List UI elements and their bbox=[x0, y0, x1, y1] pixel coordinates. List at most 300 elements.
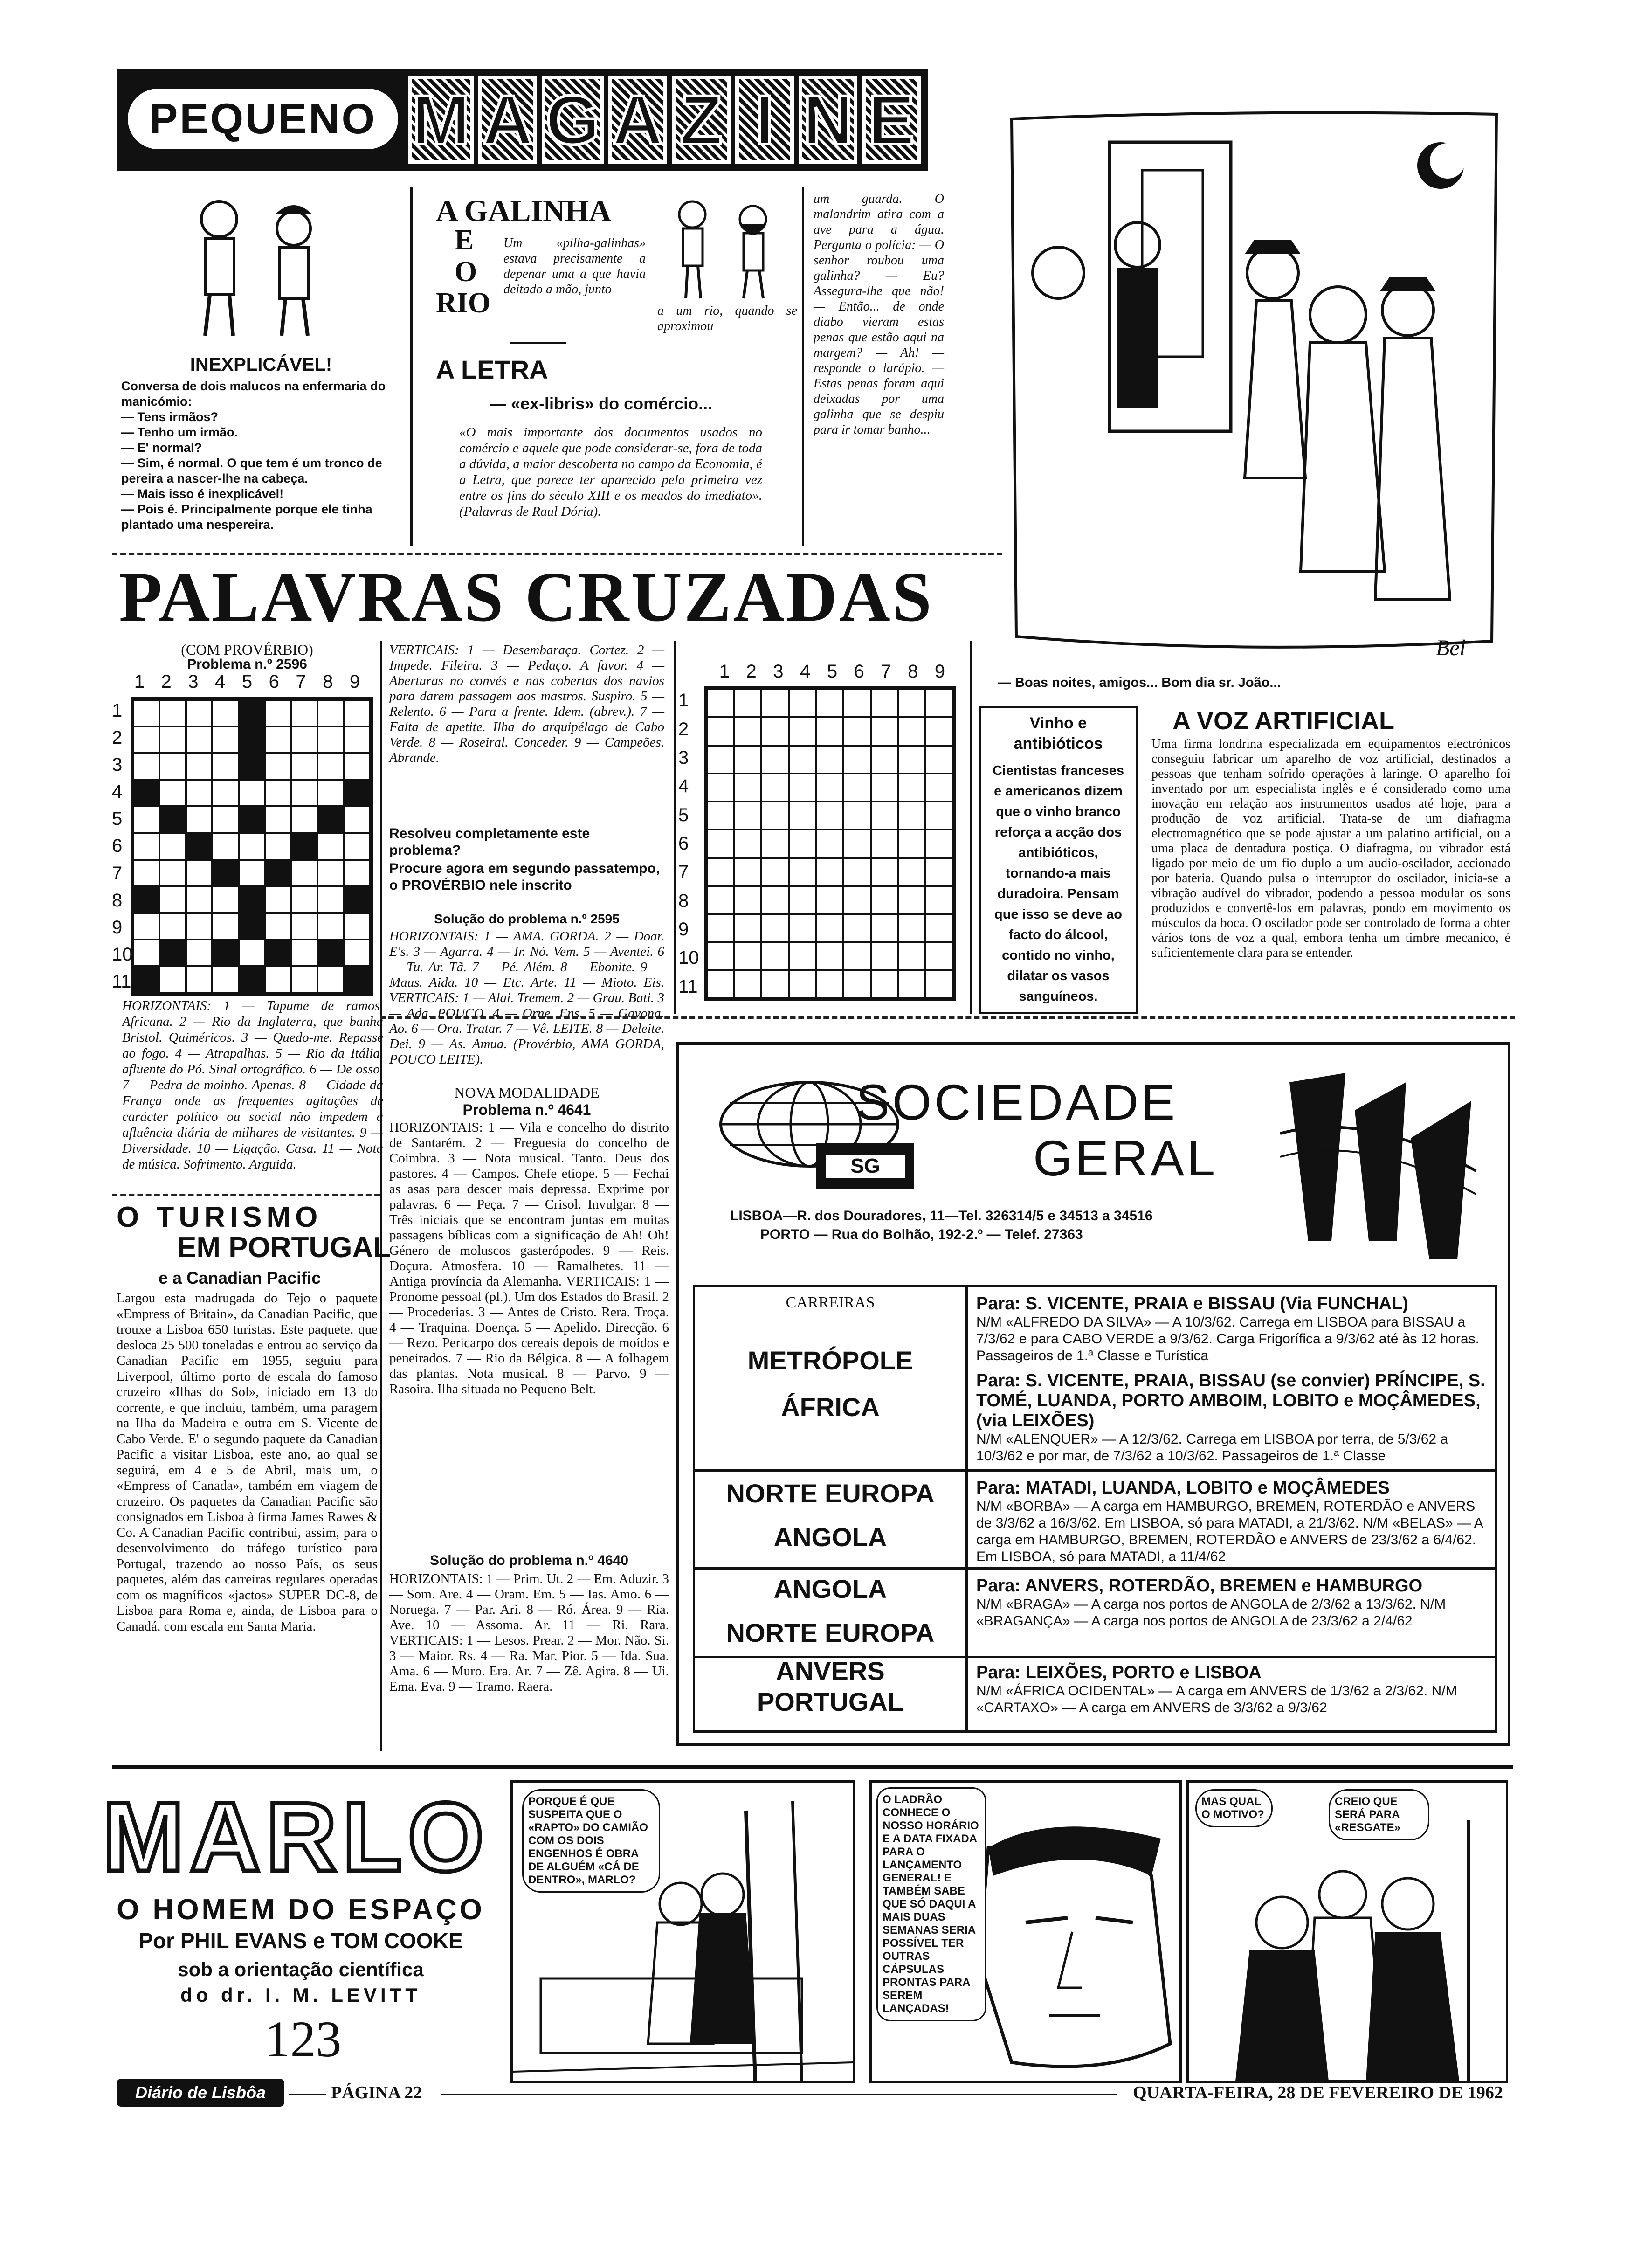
col-number: 6 bbox=[269, 671, 279, 692]
crossword-cell bbox=[239, 860, 265, 886]
crossword-problem2-text: HORIZONTAIS: 1 — Vila e concelho do distrito de Santarém. 2 — Freguesia do concelho de Coimbra. 3 — Nota musical. Tanto. Deus dos pastores. 4 — Campos. Chefe etíope. 5 — Fechai as asas para descer mais depressa. Exprime por palavras. 6 — Peça. 7 — Crisol. Invulgar. 8 — Três iniciais que se encontram juntas em muitas passagens bíblicas com a significação de Ah! Oh! Género de moluscos gasterópodes. 9 — Reis. Doçura. Atmosfera. 10 — Ramalhetes. 11 — Antiga província da Alemanha. VERTICAIS: 1 — Pronome pessoal (pl.). Um dos Estados do Brasil. 2 — Procederias. 3 — Antes de Cristo. Rera. Troça. 4 — Traquina. Doença. 5 — Apelido. Direcção. 6 — Rezo. Pericarpo dos cereais depois de moídos e peneirados. 7 — Rio da Bélgica. 8 — A folhagem das plantas. Nota musical. 8 — Parvo. 9 — Rasoira. Ilha situada no Pequeno Belt. bbox=[389, 1120, 669, 1397]
cartoon-panel bbox=[1002, 105, 1506, 674]
row-number: 8 bbox=[112, 890, 123, 911]
crossword-cell bbox=[186, 940, 212, 966]
marlo-title-box bbox=[100, 1782, 492, 1892]
col-number: 2 bbox=[746, 661, 757, 682]
crossword-cell bbox=[898, 886, 926, 914]
crossword-cell bbox=[816, 717, 844, 745]
crossword-cell bbox=[871, 746, 898, 774]
row-number: 1 bbox=[678, 690, 689, 711]
crossword-cell bbox=[761, 802, 789, 830]
column-rule bbox=[802, 187, 804, 546]
crossword-cell bbox=[317, 700, 344, 726]
route-destination: Para: MATADI, LUANDA, LOBITO e MOÇÂMEDES bbox=[976, 1478, 1390, 1498]
crossword-cell bbox=[212, 700, 238, 726]
crossword-cell bbox=[707, 746, 734, 774]
row-number: 11 bbox=[678, 976, 698, 997]
crossword-black-cell bbox=[159, 940, 186, 966]
col-number: 8 bbox=[908, 661, 918, 682]
inexplicavel-line: — Mais isso é inexplicável! bbox=[121, 487, 284, 501]
crossword-cell bbox=[816, 746, 844, 774]
crossword-black-cell bbox=[317, 806, 344, 833]
crossword-cell bbox=[761, 914, 789, 942]
crossword-cell bbox=[344, 860, 370, 886]
crossword-solution-title: Solução do problema n.º 2595 bbox=[434, 912, 620, 926]
crossword-black-cell bbox=[239, 726, 265, 753]
svg-text:Bel: Bel bbox=[1436, 636, 1466, 660]
col-number: 5 bbox=[241, 671, 253, 692]
footer-date: QUARTA-FEIRA, 28 DE FEVEREIRO DE 1962 bbox=[1133, 2083, 1503, 2102]
route-ship-info: N/M «BRAGA» — A carga nos portos de ANGOLA de 2/3/62 a 13/3/62. N/M «BRAGANÇA» — A carga nos portos de ANGOLA de 23/3/62 a 2/4/62 bbox=[976, 1597, 1446, 1629]
crossword-cell bbox=[843, 746, 871, 774]
crossword-cell bbox=[816, 830, 844, 857]
route-ship-info: N/M «BORBA» — A carga em HAMBURGO, BREMEN, ROTERDÃO e ANVERS de 3/3/62 a 16/3/62. Em LISBOA, só para MATADI, a 21/3/62. N/M «BELAS» — A carga em HAMBURGO, BREMEN, ROTERDÃO e ANVERS de 23/3/62 a 6/4/62. Em LISBOA, só para MATADI, a 11/4/62 bbox=[976, 1499, 1483, 1564]
voz-title: A VOZ ARTIFICIAL bbox=[1172, 707, 1394, 735]
comic-panel-2 bbox=[869, 1780, 1182, 2083]
crossword-cell bbox=[133, 753, 159, 780]
crossword-cell bbox=[734, 970, 762, 998]
crossword-cell bbox=[344, 833, 370, 859]
crossword-cell bbox=[871, 689, 898, 717]
cartoon-caption: — Boas noites, amigos... Bom dia sr. João... bbox=[998, 675, 1281, 690]
crossword-cell bbox=[843, 689, 871, 717]
sociedade-address1: LISBOA—R. dos Douradores, 11—Tel. 326314/5 e 34513 a 34516 bbox=[730, 1208, 1153, 1224]
crossword-cell bbox=[265, 726, 291, 753]
crossword-cell bbox=[317, 833, 344, 859]
masthead-pequeno-badge bbox=[128, 89, 398, 149]
crossword-black-cell bbox=[239, 806, 265, 833]
crossword-cell bbox=[843, 858, 871, 886]
crossword-black-cell bbox=[265, 940, 291, 966]
crossword-cell bbox=[816, 914, 844, 942]
comic-bubble-2: O LADRÃO CONHECE O NOSSO HORÁRIO E A DATA FIXADA PARA O LANÇAMENTO GENERAL! E TAMBÉM SABE QUE SÓ DAQUI A MAIS DUAS SEMANAS SERIA POSSÍVEL TER OUTRAS CÁPSULAS PRONTAS PARA SEREM LANÇADAS! bbox=[876, 1787, 986, 2021]
crossword-cell bbox=[734, 802, 762, 830]
crossword-resolveu: Resolveu completamente este problema? bbox=[389, 826, 590, 858]
route-name-line: ANVERS bbox=[776, 1656, 885, 1686]
crossword-cell bbox=[133, 726, 159, 753]
masthead-pequeno: PEQUENO bbox=[149, 95, 377, 143]
crossword-cell bbox=[789, 802, 816, 830]
col-number: 4 bbox=[800, 661, 811, 682]
turismo-title2: EM PORTUGAL bbox=[177, 1231, 391, 1264]
sociedade-sg-flag bbox=[816, 1143, 914, 1189]
doorway-cartoon-drawing bbox=[1002, 105, 1506, 674]
footer-page: PÁGINA 22 bbox=[331, 2083, 422, 2102]
crossword-cell bbox=[816, 858, 844, 886]
route-name-line: PORTUGAL bbox=[757, 1687, 904, 1716]
crossword-cell bbox=[317, 726, 344, 753]
magazine-letter: I bbox=[735, 76, 794, 164]
crossword-black-cell bbox=[133, 886, 159, 913]
galinha-e: E bbox=[455, 224, 474, 256]
crossword-cell bbox=[734, 886, 762, 914]
crossword-cell bbox=[925, 746, 953, 774]
crossword-cell bbox=[843, 802, 871, 830]
row-number: 10 bbox=[678, 947, 699, 968]
sociedade-table bbox=[693, 1285, 1497, 1733]
row-number: 3 bbox=[678, 747, 689, 768]
crossword-cell bbox=[317, 966, 344, 993]
crossword-cell bbox=[186, 806, 212, 833]
crossword-cell bbox=[761, 830, 789, 857]
crossword-cell bbox=[707, 802, 734, 830]
crossword-black-cell bbox=[317, 940, 344, 966]
section-rule bbox=[112, 553, 1002, 555]
crossword-cell bbox=[265, 806, 291, 833]
crossword-cell bbox=[898, 942, 926, 970]
crossword-cell bbox=[816, 689, 844, 717]
crossword-black-cell bbox=[133, 780, 159, 806]
col-number: 3 bbox=[188, 671, 199, 692]
crossword-cell bbox=[816, 970, 844, 998]
turismo-title1: O TURISMO bbox=[117, 1201, 323, 1233]
sociedade-logo-text: SG bbox=[850, 1155, 880, 1177]
crossword-cell bbox=[186, 886, 212, 913]
sociedade-ad bbox=[676, 1042, 1510, 1746]
crossword-cell bbox=[186, 913, 212, 940]
section-rule bbox=[380, 1016, 1515, 1019]
comic-bubble-3a: MAS QUAL O MOTIVO? bbox=[1195, 1789, 1273, 1827]
crossword-cell bbox=[734, 746, 762, 774]
magazine-letter: Z bbox=[672, 76, 731, 164]
magazine-letter: A bbox=[608, 76, 667, 164]
route-ship-info: N/M «ALFREDO DA SILVA» — A 10/3/62. Carrega em LISBOA para BISSAU a 7/3/62 e para CABO VERDE a 9/3/62. Carga Frigorífica a 9/3/62 até às 12 horas. Passageiros de 1.ª Classe e Turística bbox=[976, 1314, 1479, 1363]
crossword-black-cell bbox=[239, 700, 265, 726]
crossword-cell bbox=[291, 726, 317, 753]
crossword-cell bbox=[344, 726, 370, 753]
inexplicavel-line: — Tenho um irmão. bbox=[121, 425, 238, 439]
sociedade-name1: SOCIEDADE bbox=[856, 1074, 1178, 1130]
crossword-cell bbox=[789, 774, 816, 802]
crossword-cell bbox=[212, 753, 238, 780]
sociedade-ship-graphic bbox=[1252, 1064, 1495, 1269]
inexplicavel-illustration bbox=[168, 187, 345, 345]
crossword-cell bbox=[843, 774, 871, 802]
col-number: 5 bbox=[827, 661, 838, 682]
row-number: 6 bbox=[678, 833, 689, 854]
crossword-cell bbox=[317, 886, 344, 913]
comic-panel-3 bbox=[1186, 1780, 1508, 2083]
crossword-cell bbox=[707, 886, 734, 914]
col-number: 1 bbox=[134, 671, 145, 692]
magazine-letter: A bbox=[478, 76, 537, 164]
vinho-box bbox=[979, 706, 1138, 1014]
crossword-cell bbox=[133, 940, 159, 966]
crossword-cell bbox=[291, 700, 317, 726]
policeman-thief-drawing bbox=[655, 191, 795, 303]
masthead bbox=[117, 69, 928, 171]
crossword-cell bbox=[789, 830, 816, 857]
crossword-cell bbox=[871, 802, 898, 830]
route-name-line: ÁFRICA bbox=[781, 1392, 880, 1422]
inexplicavel-line: — E' normal? bbox=[121, 441, 202, 455]
galinha-continued: um guarda. O malandrim atira com a ave para a água. Pergunta o polícia: — O senhor roubou uma galinha? — Eu? Assegura-lhe que não! — Então... de onde diabo vieram estas penas que estão aqui na margem? — Ah! — responde o larápio. — Estas penas foram aqui deixadas por uma galinha que se despiu para ir tomar banho... bbox=[814, 192, 944, 437]
crossword-cell bbox=[871, 886, 898, 914]
crossword-cell bbox=[789, 689, 816, 717]
crossword-cell bbox=[212, 886, 238, 913]
crossword-cell bbox=[925, 886, 953, 914]
crossword-cell bbox=[898, 717, 926, 745]
route-destination: Para: S. VICENTE, PRAIA, BISSAU (se convier) PRÍNCIPE, S. TOMÉ, LUANDA, PORTO AMBOIM, LOBITO e MOÇÂMEDES, (via LEIXÕES) bbox=[976, 1371, 1485, 1431]
crossword-cell bbox=[843, 914, 871, 942]
crossword-cell bbox=[871, 717, 898, 745]
crossword-black-cell bbox=[239, 886, 265, 913]
crossword-cell bbox=[734, 942, 762, 970]
row-number: 9 bbox=[112, 917, 123, 938]
crossword-cell bbox=[239, 833, 265, 859]
crossword-cell bbox=[871, 774, 898, 802]
inexplicavel-line: Conversa de dois malucos na enfermaria do manicómio: bbox=[121, 379, 386, 408]
crossword-black-cell bbox=[265, 860, 291, 886]
galinha-rio: RIO bbox=[436, 287, 491, 319]
route-name-line: NORTE EUROPA bbox=[726, 1479, 935, 1508]
row-number: 1 bbox=[112, 700, 123, 721]
crossword-procure: Procure agora em segundo passatempo, o PROVÉRBIO nele inscrito bbox=[389, 861, 660, 893]
crossword-black-cell bbox=[239, 913, 265, 940]
crossword-cell bbox=[789, 942, 816, 970]
crossword-cell bbox=[133, 833, 159, 859]
crossword-cell bbox=[159, 700, 186, 726]
route-name bbox=[695, 1656, 965, 1717]
row-number: 2 bbox=[112, 727, 123, 748]
crossword-cell bbox=[133, 860, 159, 886]
crossword-cell bbox=[291, 860, 317, 886]
crossword-cell bbox=[898, 689, 926, 717]
crossword-cell bbox=[789, 858, 816, 886]
magazine-letter: G bbox=[542, 76, 604, 164]
crossword-cell bbox=[344, 913, 370, 940]
route-name-line: NORTE EUROPA bbox=[726, 1618, 935, 1647]
crossword-cell bbox=[159, 726, 186, 753]
crossword-cell bbox=[761, 746, 789, 774]
crossword-cell bbox=[317, 753, 344, 780]
route-destination: Para: LEIXÕES, PORTO e LISBOA bbox=[976, 1663, 1262, 1682]
crossword-solution2-title: Solução do problema n.º 4640 bbox=[429, 1553, 629, 1568]
column-rule bbox=[970, 641, 972, 1014]
inexplicavel-line: — Sim, é normal. O que tem é um tronco de pereira a nascer-lhe na cabeça. bbox=[121, 456, 382, 485]
crossword-row-numbers bbox=[112, 697, 133, 996]
crossword-cell bbox=[925, 830, 953, 857]
column-rule bbox=[380, 641, 382, 1751]
crossword-cell bbox=[186, 700, 212, 726]
crossword-grid bbox=[131, 697, 373, 996]
route-name-line: METRÓPOLE bbox=[747, 1346, 913, 1375]
crossword-black-cell bbox=[212, 860, 238, 886]
galinha-intro: Um «pilha-galinhas» estava precisamente a depenar uma a que havia deitado a mão, junto bbox=[503, 236, 646, 297]
col-number: 9 bbox=[349, 671, 360, 692]
column-rule bbox=[410, 187, 413, 546]
row-number: 6 bbox=[112, 836, 123, 857]
crossword-cell bbox=[212, 806, 238, 833]
letra-text: «O mais importante dos documentos usados no comércio e aquele que pode considerar-se, fora de toda a dúvida, a maior descoberta no campo da Economia, é a Letra, que parece ter aparecido pela primeira vez entre os fins do século XIII e os meados do imediato». (Palavras de Raul Dória). bbox=[459, 425, 762, 519]
inexplicavel-title: INEXPLICÁVEL! bbox=[190, 354, 332, 375]
marlo-authors: Por PHIL EVANS e TOM COOKE bbox=[138, 1929, 463, 1953]
crossword-cell bbox=[186, 966, 212, 993]
crossword-cell bbox=[133, 700, 159, 726]
crossword-cell bbox=[291, 940, 317, 966]
crossword-cell bbox=[159, 753, 186, 780]
turismo-subtitle: e a Canadian Pacific bbox=[159, 1268, 321, 1287]
crossword-cell bbox=[789, 970, 816, 998]
letra-title: A LETRA bbox=[436, 355, 548, 384]
crossword-cell bbox=[925, 689, 953, 717]
galinha-illustration bbox=[655, 191, 795, 303]
letra-subtitle: — «ex-libris» do comércio... bbox=[490, 394, 713, 413]
crossword-black-cell bbox=[239, 753, 265, 780]
crossword-cell bbox=[789, 746, 816, 774]
col-number: 2 bbox=[161, 671, 172, 692]
crossword-cell bbox=[186, 860, 212, 886]
comic-bubble-1: PORQUE É QUE SUSPEITA QUE O «RAPTO» DO CAMIÃO COM OS DOIS ENGENHOS É OBRA DE ALGUÉM «CÁ DE DENTRO», MARLO? bbox=[522, 1789, 660, 1893]
grid2-col-numbers bbox=[711, 661, 953, 682]
crossword-cell bbox=[291, 753, 317, 780]
crossword-cell bbox=[212, 966, 238, 993]
crossword-cell bbox=[816, 802, 844, 830]
route-ship-info: N/M «ÁFRICA OCIDENTAL» — A carga em ANVERS de 1/3/62 a 2/3/62. N/M «CARTAXO» — A carga em ANVERS de 3/3/62 a 9/3/62 bbox=[976, 1683, 1457, 1715]
section-rule bbox=[112, 1765, 1513, 1769]
crossword-cell bbox=[843, 717, 871, 745]
crossword-cell bbox=[265, 966, 291, 993]
route-name bbox=[695, 1572, 965, 1650]
crossword-cell bbox=[843, 942, 871, 970]
crossword-cell bbox=[734, 717, 762, 745]
crossword-solution2-text: HORIZONTAIS: 1 — Prim. Ut. 2 — Em. Aduzir. 3 — Som. Are. 4 — Oram. Em. 5 — Ias. Amo. 6 — Noruega. 7 — Par. Ari. 8 — Ró. Área. 9 — Ria. Ave. 10 — Assoma. Ar. 11 — Ri. Rara. VERTICAIS: 1 — Lesos. Prear. 2 — Mor. Não. Si. 3 — Maior. Rs. 4 — Ra. Mar. Pior. 5 — Ida. Sua. Ama. 6 — Muro. Era. Ar. 7 — Zê. Agira. 8 — Ui. Ema. Eva. 9 — Tramo. Raera. bbox=[389, 1571, 669, 1694]
two-men-drawing bbox=[168, 187, 345, 345]
crossword-cell bbox=[898, 802, 926, 830]
crossword-cell bbox=[265, 886, 291, 913]
crossword-cell bbox=[734, 689, 762, 717]
crossword-cell bbox=[898, 914, 926, 942]
crossword-black-cell bbox=[291, 833, 317, 859]
crossword-cell bbox=[159, 860, 186, 886]
col-number: 3 bbox=[773, 661, 784, 682]
col-number: 1 bbox=[719, 661, 730, 682]
crossword-cell bbox=[761, 774, 789, 802]
crossword-cell bbox=[925, 774, 953, 802]
crossword-cell bbox=[291, 886, 317, 913]
row-number: 3 bbox=[112, 754, 123, 775]
crossword-cell bbox=[843, 970, 871, 998]
crossword-cell bbox=[898, 746, 926, 774]
inexplicavel-text bbox=[121, 379, 396, 532]
crossword-cell bbox=[789, 717, 816, 745]
crossword-cell bbox=[265, 700, 291, 726]
col-number: 7 bbox=[296, 671, 306, 692]
crossword-cell bbox=[291, 780, 317, 806]
crossword-cell bbox=[344, 753, 370, 780]
row-number: 11 bbox=[112, 971, 131, 992]
crossword-cell bbox=[159, 913, 186, 940]
crossword-cell bbox=[816, 942, 844, 970]
crossword-horizontais: HORIZONTAIS: 1 — Tapume de ramos. Africana. 2 — Rio da Inglaterra, que banha Bristol. Quiméricos. 3 — Quedo-me. Repasse ao fogo. 4 — Atrapalhas. 5 — Rio da Itália, afluente do Pó. Sinal ortográfico. 6 — De osso. 7 — Pedra de moinho. Apenas. 8 — Cidade da França onde as frequentes agitações de carácter político ou social não impedem a afluência diária de milhares de visitantes. 9 — Diversidade. 10 — Ligação. Casa. 11 — Nota de música. Sofrimento. Arguida. bbox=[122, 998, 383, 1172]
col-number: 9 bbox=[934, 661, 945, 682]
turismo-text: Largou esta madrugada do Tejo o paquete «Empress of Britain», da Canadian Pacific, que trouxe a Lisboa 650 turistas. Este paquete, que desloca 25 500 toneladas e entrou ao serviço da Canadian Pacific em 1955, seguiu para Liverpool, último porto de escala do famoso cruzeiro «Ilhas do Sol», iniciado em 13 do corrente, e que incluiu, também, uma paragem na Ilha da Madeira e outra em S. Vicente de Cabo Verde. E' o segundo paquete da Canadian Pacific a visitar Lisboa, este ano, ao qual se seguirá, em 4 e 5 de Abril, mais um, o «Empress of Canada», também em viagem de cruzeiro. Os paquetes da Canadian Pacific são consignados em Lisboa à firma James Rawes & Co. A Canadian Pacific contribui, assim, para o desenvolvimento do tráfego turístico para Portugal, trazendo ao nosso País, os seus paquetes, além das carreiras regulares operadas com os magníficos «jactos» SUPER DC-8, de Lisboa para Roma e, ainda, de Lisboa para o Canadá, com escala em Santa Maria. bbox=[117, 1291, 378, 1634]
crossword-cell bbox=[265, 780, 291, 806]
crossword-cell bbox=[186, 726, 212, 753]
crossword-cell bbox=[898, 970, 926, 998]
crossword-cell bbox=[239, 780, 265, 806]
section-rule bbox=[112, 1194, 380, 1196]
crossword-cell bbox=[898, 858, 926, 886]
crossword-cell bbox=[344, 806, 370, 833]
crossword-cell bbox=[761, 858, 789, 886]
row-number: 4 bbox=[678, 776, 689, 797]
crossword-cell bbox=[898, 830, 926, 857]
carreiras-header: CARREIRAS bbox=[786, 1294, 875, 1311]
crossword-black-cell bbox=[133, 966, 159, 993]
route-name-line: ANGOLA bbox=[773, 1574, 887, 1604]
crossword-cell bbox=[265, 833, 291, 859]
crossword-title: PALAVRAS CRUZADAS bbox=[119, 558, 934, 636]
route-destination: Para: S. VICENTE, PRAIA e BISSAU (Via FUNCHAL) bbox=[976, 1294, 1408, 1314]
masthead-magazine bbox=[406, 76, 923, 164]
crossword-black-cell bbox=[344, 780, 370, 806]
crossword-cell bbox=[707, 830, 734, 857]
crossword-cell bbox=[871, 858, 898, 886]
crossword-cell bbox=[761, 886, 789, 914]
marlo-subtitle: O HOMEM DO ESPAÇO bbox=[117, 1894, 485, 1926]
crossword-cell bbox=[925, 717, 953, 745]
magazine-letter: N bbox=[799, 76, 857, 164]
grid2-row-numbers bbox=[678, 686, 699, 1001]
route-ship-info: N/M «ALENQUER» — A 12/3/62. Carrega em LISBOA por terra, de 5/3/62 a 10/3/62 e por mar, de 7/3/62 a 10/3/62. Passageiros de 1.ª Classe bbox=[976, 1431, 1448, 1464]
voz-text: Uma firma londrina especializada em equipamentos electrónicos conseguiu fabricar um aparelho de voz artificial, destinados a pessoas que tenham sofrido operações à laringe. O aparelho foi inventado por um especialista inglês e é considerado como uma inovação em relação aos instrumentos usados até hoje, para a produção de voz artificial. Trata-se de um diafragma electromagnético que se pode ajustar a um palatino artificial, ou a uma placa de dentadura postiça. O diafragma, ou vibrador está ligado por meio de um fio duplo a um audio-oscilador, accionado por bateria. Quando pulsa o interruptor do oscilador, inicia-se a vibração audível do vibrador, podendo a pessoa modular os sons produzidos e convertê-los em palavras, pondo em movimento os músculos da boca. O oscilador pode ser controlado de forma a obter vários tons de voz a qual, embora tenha um timbre mecanico, é suficientemente clara para se entender. bbox=[1151, 737, 1510, 960]
crossword-cell bbox=[761, 689, 789, 717]
vinho-text: Cientistas franceses e americanos dizem que o vinho branco reforça a acção dos antibióticos, tornando-a mais duradoira. Pensam que isso se deve ao facto do álcool, contido no vinho, dilatar os vasos sanguíneos. bbox=[992, 763, 1124, 1004]
crossword-cell bbox=[925, 914, 953, 942]
column-rule bbox=[674, 641, 676, 1014]
crossword-cell bbox=[291, 913, 317, 940]
crossword-cell bbox=[843, 886, 871, 914]
crossword-cell bbox=[344, 700, 370, 726]
crossword-cell bbox=[212, 833, 238, 859]
crossword-black-cell bbox=[159, 806, 186, 833]
col-number: 6 bbox=[854, 661, 864, 682]
crossword-cell bbox=[344, 940, 370, 966]
comic-bubble-3b: CREIO QUE SERÁ PARA «RESGATE» bbox=[1329, 1789, 1429, 1840]
row-number: 10 bbox=[112, 944, 133, 965]
crossword-cell bbox=[707, 970, 734, 998]
crossword-cell bbox=[133, 806, 159, 833]
crossword-cell bbox=[186, 780, 212, 806]
crossword-cell bbox=[212, 913, 238, 940]
crossword-subtitle: (COM PROVÉRBIO) bbox=[181, 641, 313, 658]
crossword-problem2: Problema n.º 4641 bbox=[462, 1101, 591, 1118]
col-number: 4 bbox=[215, 671, 226, 692]
route-name bbox=[695, 1343, 965, 1424]
row-number: 2 bbox=[678, 719, 689, 740]
crossword-black-cell bbox=[344, 886, 370, 913]
marlo-number: 123 bbox=[264, 2011, 342, 2067]
crossword-cell bbox=[843, 830, 871, 857]
inexplicavel-line: — Tens irmãos? bbox=[121, 410, 219, 424]
sociedade-name2: GERAL bbox=[1033, 1130, 1218, 1186]
row-number: 4 bbox=[112, 781, 123, 802]
crossword-cell bbox=[291, 966, 317, 993]
crossword-cell bbox=[707, 942, 734, 970]
crossword-cell bbox=[265, 913, 291, 940]
route-name bbox=[695, 1476, 965, 1555]
crossword-black-cell bbox=[239, 966, 265, 993]
crossword-grid-blank bbox=[704, 686, 956, 1001]
col-number: 7 bbox=[881, 661, 891, 682]
crossword-black-cell bbox=[212, 940, 238, 966]
route-name-line: ANGOLA bbox=[773, 1522, 887, 1552]
row-number: 8 bbox=[678, 890, 689, 911]
crossword-cell bbox=[871, 914, 898, 942]
galinha-title: A GALINHA bbox=[436, 194, 611, 228]
